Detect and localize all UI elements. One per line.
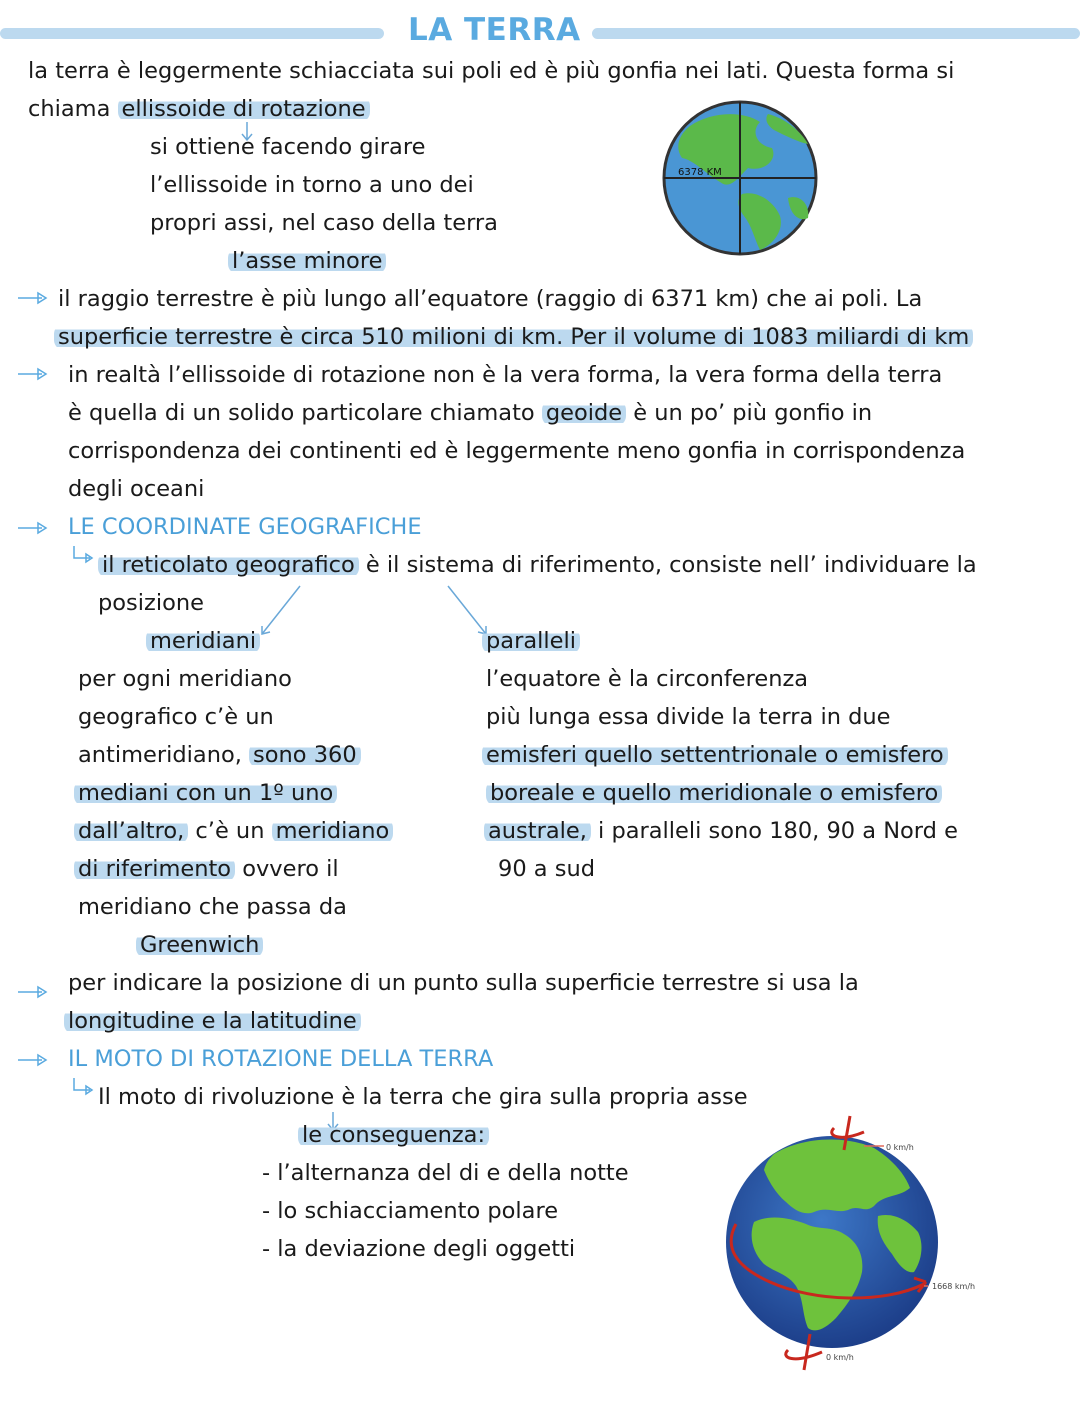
- earth-globe-illustration: [660, 98, 820, 258]
- corner-arrow-icon: [70, 1076, 98, 1098]
- surface-highlight: superficie terrestre è circa 510 milioni di km. Per il volume di 1083 miliardi di km: [54, 324, 973, 350]
- definition-line-3: propri assi, nel caso della terra: [150, 210, 498, 236]
- paralleli-line-3: emisferi quello settentrionale o emisfero: [482, 740, 948, 770]
- geoid-line-1: in realtà l’ellissoide di rotazione non è la vera forma, la vera forma della terra: [68, 362, 943, 388]
- definition-line-1: si ottiene facendo girare: [150, 134, 426, 160]
- bullet-arrow-icon: [16, 984, 52, 1000]
- rotation-heading: IL MOTO DI ROTAZIONE DELLA TERRA: [68, 1046, 494, 1072]
- grid-line-2: posizione: [98, 590, 204, 616]
- paralleli-line-4: boreale e quello meridionale o emisfero: [486, 778, 942, 808]
- consequences-label: le conseguenza:: [298, 1120, 489, 1150]
- meridiani-line-8: Greenwich: [136, 930, 263, 960]
- intro-line-2: chiama ellissoide di rotazione: [28, 94, 370, 124]
- paralleli-line-6: 90 a sud: [498, 856, 595, 882]
- geoid-line-2: è quella di un solido particolare chiamato geoide è un po’ più gonfio in: [68, 400, 873, 426]
- reticolato-highlight: il reticolato geografico: [98, 552, 359, 578]
- bullet-arrow-icon: [16, 520, 52, 536]
- paralleli-line-2: più lunga essa divide la terra in due: [486, 704, 891, 730]
- grid-line-1: il reticolato geografico è il sistema di riferimento, consiste nell’ individuare la: [98, 550, 977, 580]
- consequence-item-3: - la deviazione degli oggetti: [262, 1236, 576, 1262]
- bullet-arrow-icon: [16, 1052, 52, 1068]
- position-line-2: longitudine e la latitudine: [64, 1006, 361, 1036]
- globe-radius-label: 6378 KM: [678, 167, 722, 178]
- definition-line-4: [228, 246, 386, 276]
- bullet-arrow-icon: [16, 290, 52, 306]
- definition-line-2: l’ellissoide in torno a uno dei: [150, 172, 474, 198]
- geoid-line-3: corrispondenza dei continenti ed è leggermente meno gonfia in corrispondenza: [68, 438, 966, 464]
- consequence-item-2: - lo schiacciamento polare: [262, 1198, 559, 1224]
- speed-label-top: 0 km/h: [886, 1143, 914, 1152]
- paralleli-line-1: l’equatore è la circonferenza: [486, 666, 809, 692]
- paralleli-line-5: australe, i paralleli sono 180, 90 a Nord e: [484, 816, 958, 846]
- meridiani-line-1: per ogni meridiano: [78, 666, 292, 692]
- speed-label-equator: 1668 km/h: [932, 1282, 976, 1291]
- ellissoide-highlight: ellissoide di rotazione: [118, 96, 370, 122]
- title-bar-right: [592, 28, 1080, 39]
- page-title: LA TERRA: [408, 12, 581, 48]
- bullet-arrow-icon: [16, 366, 52, 382]
- rotating-earth-illustration: [714, 1114, 1014, 1374]
- speed-label-bottom: 0 km/h: [826, 1353, 854, 1362]
- radius-line-1: il raggio terrestre è più lungo all’equatore (raggio di 6371 km) che ai poli. La: [58, 286, 923, 312]
- intro-line-1: la terra è leggermente schiacciata sui poli ed è più gonfia nei lati. Questa forma si: [28, 58, 955, 84]
- branch-arrows-icon: [250, 582, 500, 642]
- rotation-line-1: Il moto di rivoluzione è la terra che gira sulla propria asse: [98, 1084, 748, 1110]
- geoid-line-4: degli oceani: [68, 476, 205, 502]
- consequence-item-1: - l’alternanza del di e della notte: [262, 1160, 629, 1186]
- meridiani-line-7: meridiano che passa da: [78, 894, 347, 920]
- meridiani-line-2: geografico c’è un: [78, 704, 274, 730]
- asse-minore-highlight: l’asse minore: [228, 248, 386, 274]
- geoide-highlight: geoide: [542, 400, 626, 426]
- meridiani-line-3: antimeridiano, sono 360: [78, 740, 361, 770]
- meridiani-line-4: mediani con un 1º uno: [74, 778, 337, 808]
- position-line-1: per indicare la posizione di un punto sulla superficie terrestre si usa la: [68, 970, 859, 996]
- radius-line-2: [54, 322, 973, 352]
- corner-arrow-icon: [70, 544, 98, 566]
- meridiani-line-5: dall’altro, c’è un meridiano: [74, 816, 393, 846]
- paralleli-title: paralleli: [482, 626, 580, 656]
- meridiani-line-6: di riferimento ovvero il: [74, 854, 339, 884]
- coordinates-heading: LE COORDINATE GEOGRAFICHE: [68, 514, 422, 540]
- title-bar-left: [0, 28, 384, 39]
- meridiani-title: meridiani: [146, 626, 260, 656]
